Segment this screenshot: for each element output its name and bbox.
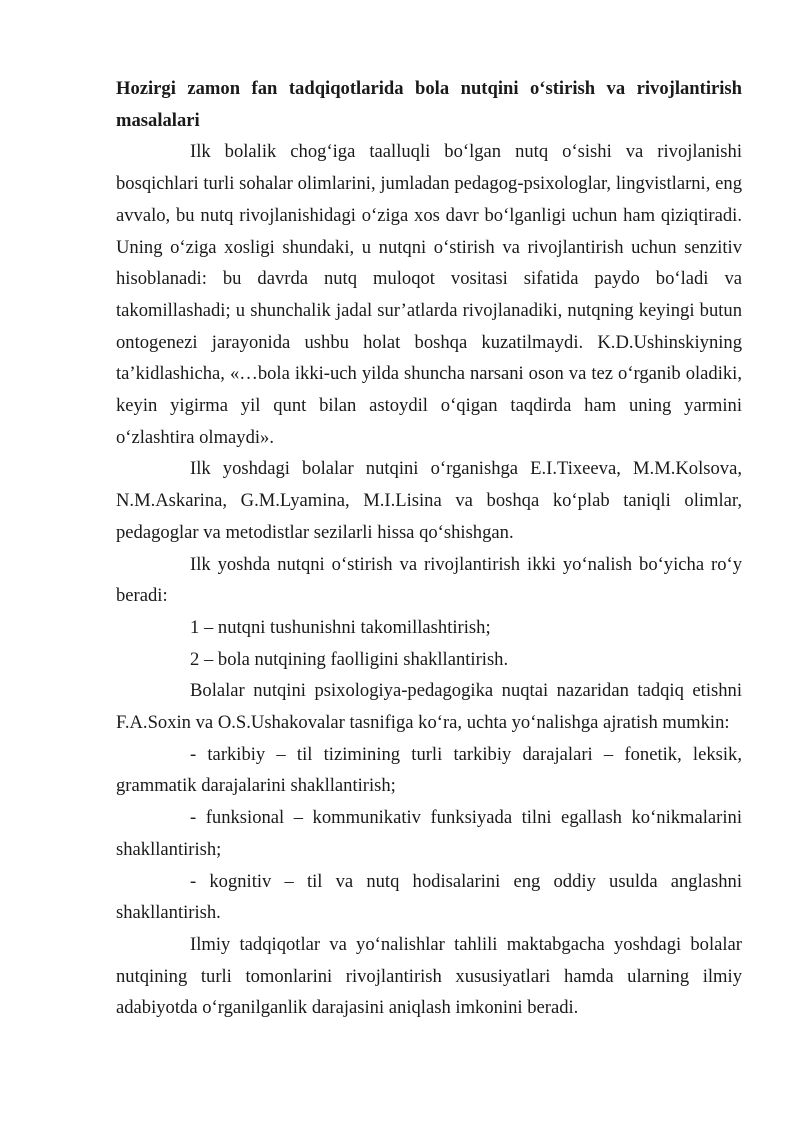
list-item-cognitive: - kognitiv – til va nutq hodisalarini eng oddiy usulda anglashni shakllantirish. [116,870,742,924]
paragraph-intro: Ilk bolalik chog‘iga taalluqli bo‘lgan nutq o‘sishi va rivojlanishi bosqichlari turli sohalar olimlarini, jumladan pedagog-psixologlar, lingvistlarni, eng avvalo, bu nutq rivojlanishidagi o‘ziga xos davr bo‘lganligi uchun ham qiziqtiradi. Uning o‘ziga xosligi shundaki, u nutqni o‘stirish va rivojlantirish uchun senzitiv hisoblanadi: bu davrda nutq muloqot vositasi sifatida paydo bo‘ladi va takomillashadi; u shunchalik jadal sur’atlarda rivojlanadiki, nutqning keyingi butun ontogenezi jarayonida ushbu holat boshqa kuzatilmaydi. K.D.Ushinskiyning ta’kidlashicha, «…bola ikki-uch yilda shuncha narsani oson va tez o‘rganib oladiki, keyin yigirma yil qunt bilan astoydil o‘qigan taqdirda ham uning yarmini o‘zlashtira olmaydi». [116,141,742,448]
list-item-structural: - tarkibiy – til tizimining turli tarkibiy darajalari – fonetik, leksik, grammatik darajalarini shakllantirish; [116,743,742,797]
document-title: Hozirgi zamon fan tadqiqotlarida bola nutqini o‘stirish va rivojlantirish masalalari [116,78,742,131]
paragraph-conclusion: Ilmiy tadqiqotlar va yo‘nalishlar tahlili maktabgacha yoshdagi bolalar nutqining turli tomonlarini rivojlantirish xususiyatlari hamda ularning ilmiy adabiyotda o‘rganilganlik darajasini aniqlash imkonini beradi. [116,933,742,1019]
paragraph-directions: Ilk yoshda nutqni o‘stirish va rivojlantirish ikki yo‘nalish bo‘yicha ro‘y beradi: [116,553,742,607]
paragraph-researchers: Ilk yoshdagi bolalar nutqini o‘rganishga E.I.Tixeeva, M.M.Kolsova, N.M.Askarina, G.M.Lyamina, M.I.Lisina va boshqa ko‘plab taniqli olimlar, pedagoglar va metodistlar sezilarli hissa qo‘shishgan. [116,458,742,543]
list-item-functional: - funksional – kommunikativ funksiyada tilni egallash ko‘nikmalarini shakllantirish; [116,807,742,860]
document-page [116,73,742,1024]
list-item-direction-1: 1 – nutqni tushunishni takomillashtirish; [190,616,491,638]
paragraph-classification: Bolalar nutqini psixologiya-pedagogika nuqtai nazaridan tadqiq etishni F.A.Soxin va O.S.Ushakovalar tasnifiga ko‘ra, uchta yo‘nalishga ajratish mumkin: [116,680,742,734]
list-item-direction-2: 2 – bola nutqining faolligini shakllantirish. [190,648,509,670]
